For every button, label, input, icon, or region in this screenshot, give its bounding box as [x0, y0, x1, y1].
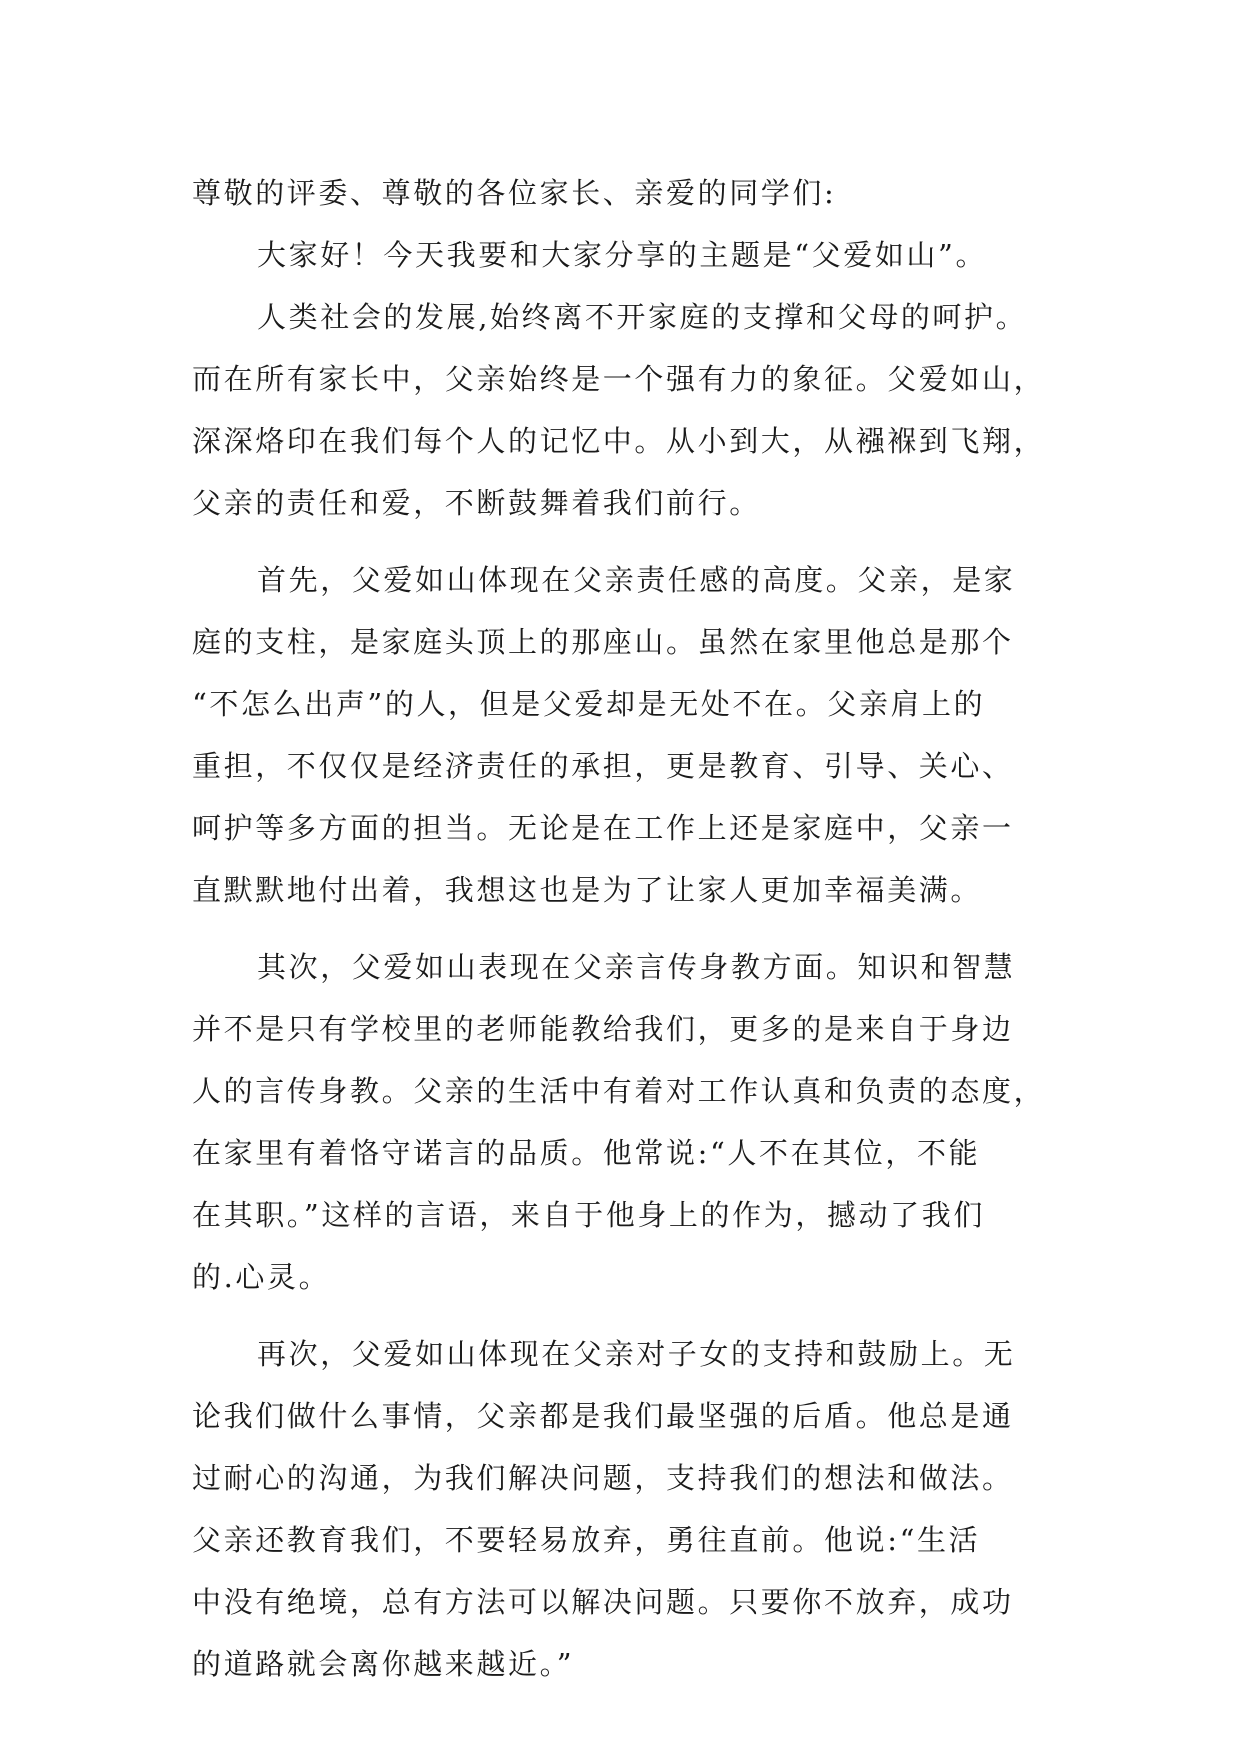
paragraph-line: 的道路就会离你越来越近。”: [192, 1647, 575, 1681]
paragraph-line: 呵护等多方面的担当。无论是在工作上还是家庭中，父亲一: [192, 811, 1014, 845]
paragraph-line: 再次，父爱如山体现在父亲对子女的支持和鼓励上。无: [257, 1337, 1016, 1371]
paragraph-line: 而在所有家长中，父亲始终是一个强有力的象征。父爱如山，: [192, 362, 1046, 396]
paragraph-line: 首先，父爱如山体现在父亲责任感的高度。父亲，是家: [257, 563, 1016, 597]
paragraph-line: 深深烙印在我们每个人的记忆中。从小到大，从襁褓到飞翔，: [192, 424, 1046, 458]
paragraph-line: 的.心灵。: [192, 1260, 331, 1294]
paragraph-second-point: [192, 936, 1057, 1308]
salutation: 尊敬的评委、尊敬的各位家长、亲爱的同学们:: [192, 176, 837, 210]
paragraph-line: 直默默地付出着，我想这也是为了让家人更加幸福美满。: [192, 873, 983, 907]
paragraph-line: 在其职。”这样的言语，来自于他身上的作为，撼动了我们: [192, 1198, 985, 1232]
paragraph-first-point: [192, 549, 1057, 921]
paragraph-line: 人的言传身教。父亲的生活中有着对工作认真和负责的态度，: [192, 1074, 1046, 1108]
paragraph-line: 父亲的责任和爱，不断鼓舞着我们前行。: [192, 486, 761, 520]
paragraph-line: 其次，父爱如山表现在父亲言传身教方面。知识和智慧: [257, 950, 1016, 984]
paragraph-line: 庭的支柱，是家庭头顶上的那座山。虽然在家里他总是那个: [192, 625, 1014, 659]
paragraph-line: 过耐心的沟通，为我们解决问题，支持我们的想法和做法。: [192, 1461, 1014, 1495]
paragraph-line: 中没有绝境，总有方法可以解决问题。只要你不放弃，成功: [192, 1585, 1014, 1619]
paragraph-line: 论我们做什么事情，父亲都是我们最坚强的后盾。他总是通: [192, 1399, 1014, 1433]
paragraph-line: 大家好！今天我要和大家分享的主题是“父爱如山”。: [257, 238, 988, 272]
paragraph-line: 人类社会的发展,始终离不开家庭的支撑和父母的呵护。: [257, 300, 1028, 334]
paragraph-line: 重担，不仅仅是经济责任的承担，更是教育、引导、关心、: [192, 749, 1014, 783]
document-body: [192, 162, 1057, 1695]
paragraph-line: 并不是只有学校里的老师能教给我们，更多的是来自于身边: [192, 1012, 1014, 1046]
paragraph-greeting: [192, 224, 1057, 286]
paragraph-line: 在家里有着恪守诺言的品质。他常说:“人不在其位，不能: [192, 1136, 981, 1170]
paragraph-third-point: [192, 1323, 1057, 1695]
paragraph-intro: [192, 286, 1057, 534]
paragraph-line: 父亲还教育我们，不要轻易放弃，勇往直前。他说:“生活: [192, 1523, 981, 1557]
paragraph-line: “不怎么出声”的人，但是父爱却是无处不在。父亲肩上的: [192, 687, 986, 721]
